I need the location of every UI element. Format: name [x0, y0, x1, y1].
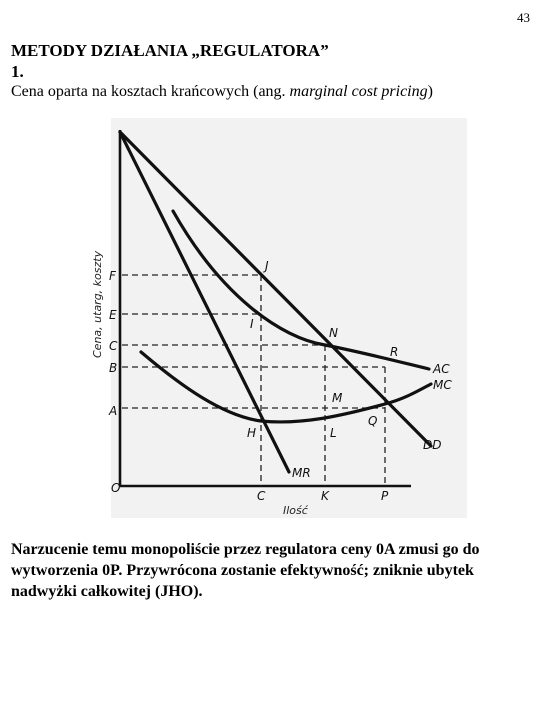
label-b: B — [109, 361, 118, 375]
demand-curve-dd — [120, 132, 431, 446]
section-title: METODY DZIAŁANIA „REGULATORA” — [11, 41, 329, 60]
label-point-n: N — [329, 326, 338, 340]
subtitle-term: marginal cost pricing — [289, 83, 428, 100]
label-c: C — [109, 339, 118, 353]
marginal-cost-curve — [141, 352, 431, 422]
label-quantity-p: P — [381, 489, 389, 503]
economics-figure — [91, 118, 467, 518]
label-ac: AC — [433, 362, 450, 376]
label-origin: O — [111, 481, 121, 495]
label-point-l: L — [330, 426, 337, 440]
subtitle — [11, 82, 531, 102]
label-point-j: J — [265, 259, 269, 273]
label-e: E — [109, 308, 117, 322]
label-f: F — [109, 269, 116, 283]
conclusion-text: Narzucenie temu monopoliście przez regulatora ceny 0A zmusi go do wytworzenia 0P. Przywrócona zostanie efektywność; zniknie ubytek nadwyżki całkowitej (JHO). — [11, 541, 480, 600]
label-quantity-c: C — [257, 489, 266, 503]
point-number: 1. — [11, 62, 24, 81]
page-number: 43 — [517, 10, 530, 25]
label-point-h: H — [247, 426, 257, 440]
label-point-i: I — [250, 317, 254, 331]
subtitle-lead: Cena oparta na kosztach krańcowych (ang. — [11, 83, 290, 100]
label-mr: MR — [292, 466, 311, 480]
label-dd: DD — [423, 438, 442, 452]
figure-svg — [91, 118, 467, 518]
label-point-m: M — [332, 391, 343, 405]
label-point-q: Q — [368, 414, 378, 428]
label-mc: MC — [433, 378, 452, 392]
x-axis-label: Ilość — [283, 504, 308, 517]
subtitle-end: ) — [427, 83, 433, 100]
label-quantity-k: K — [321, 489, 329, 503]
label-point-r: R — [390, 345, 399, 359]
header — [11, 40, 531, 102]
label-a: A — [109, 404, 118, 418]
y-axis-label: Cena, utarg, koszty — [91, 250, 104, 358]
